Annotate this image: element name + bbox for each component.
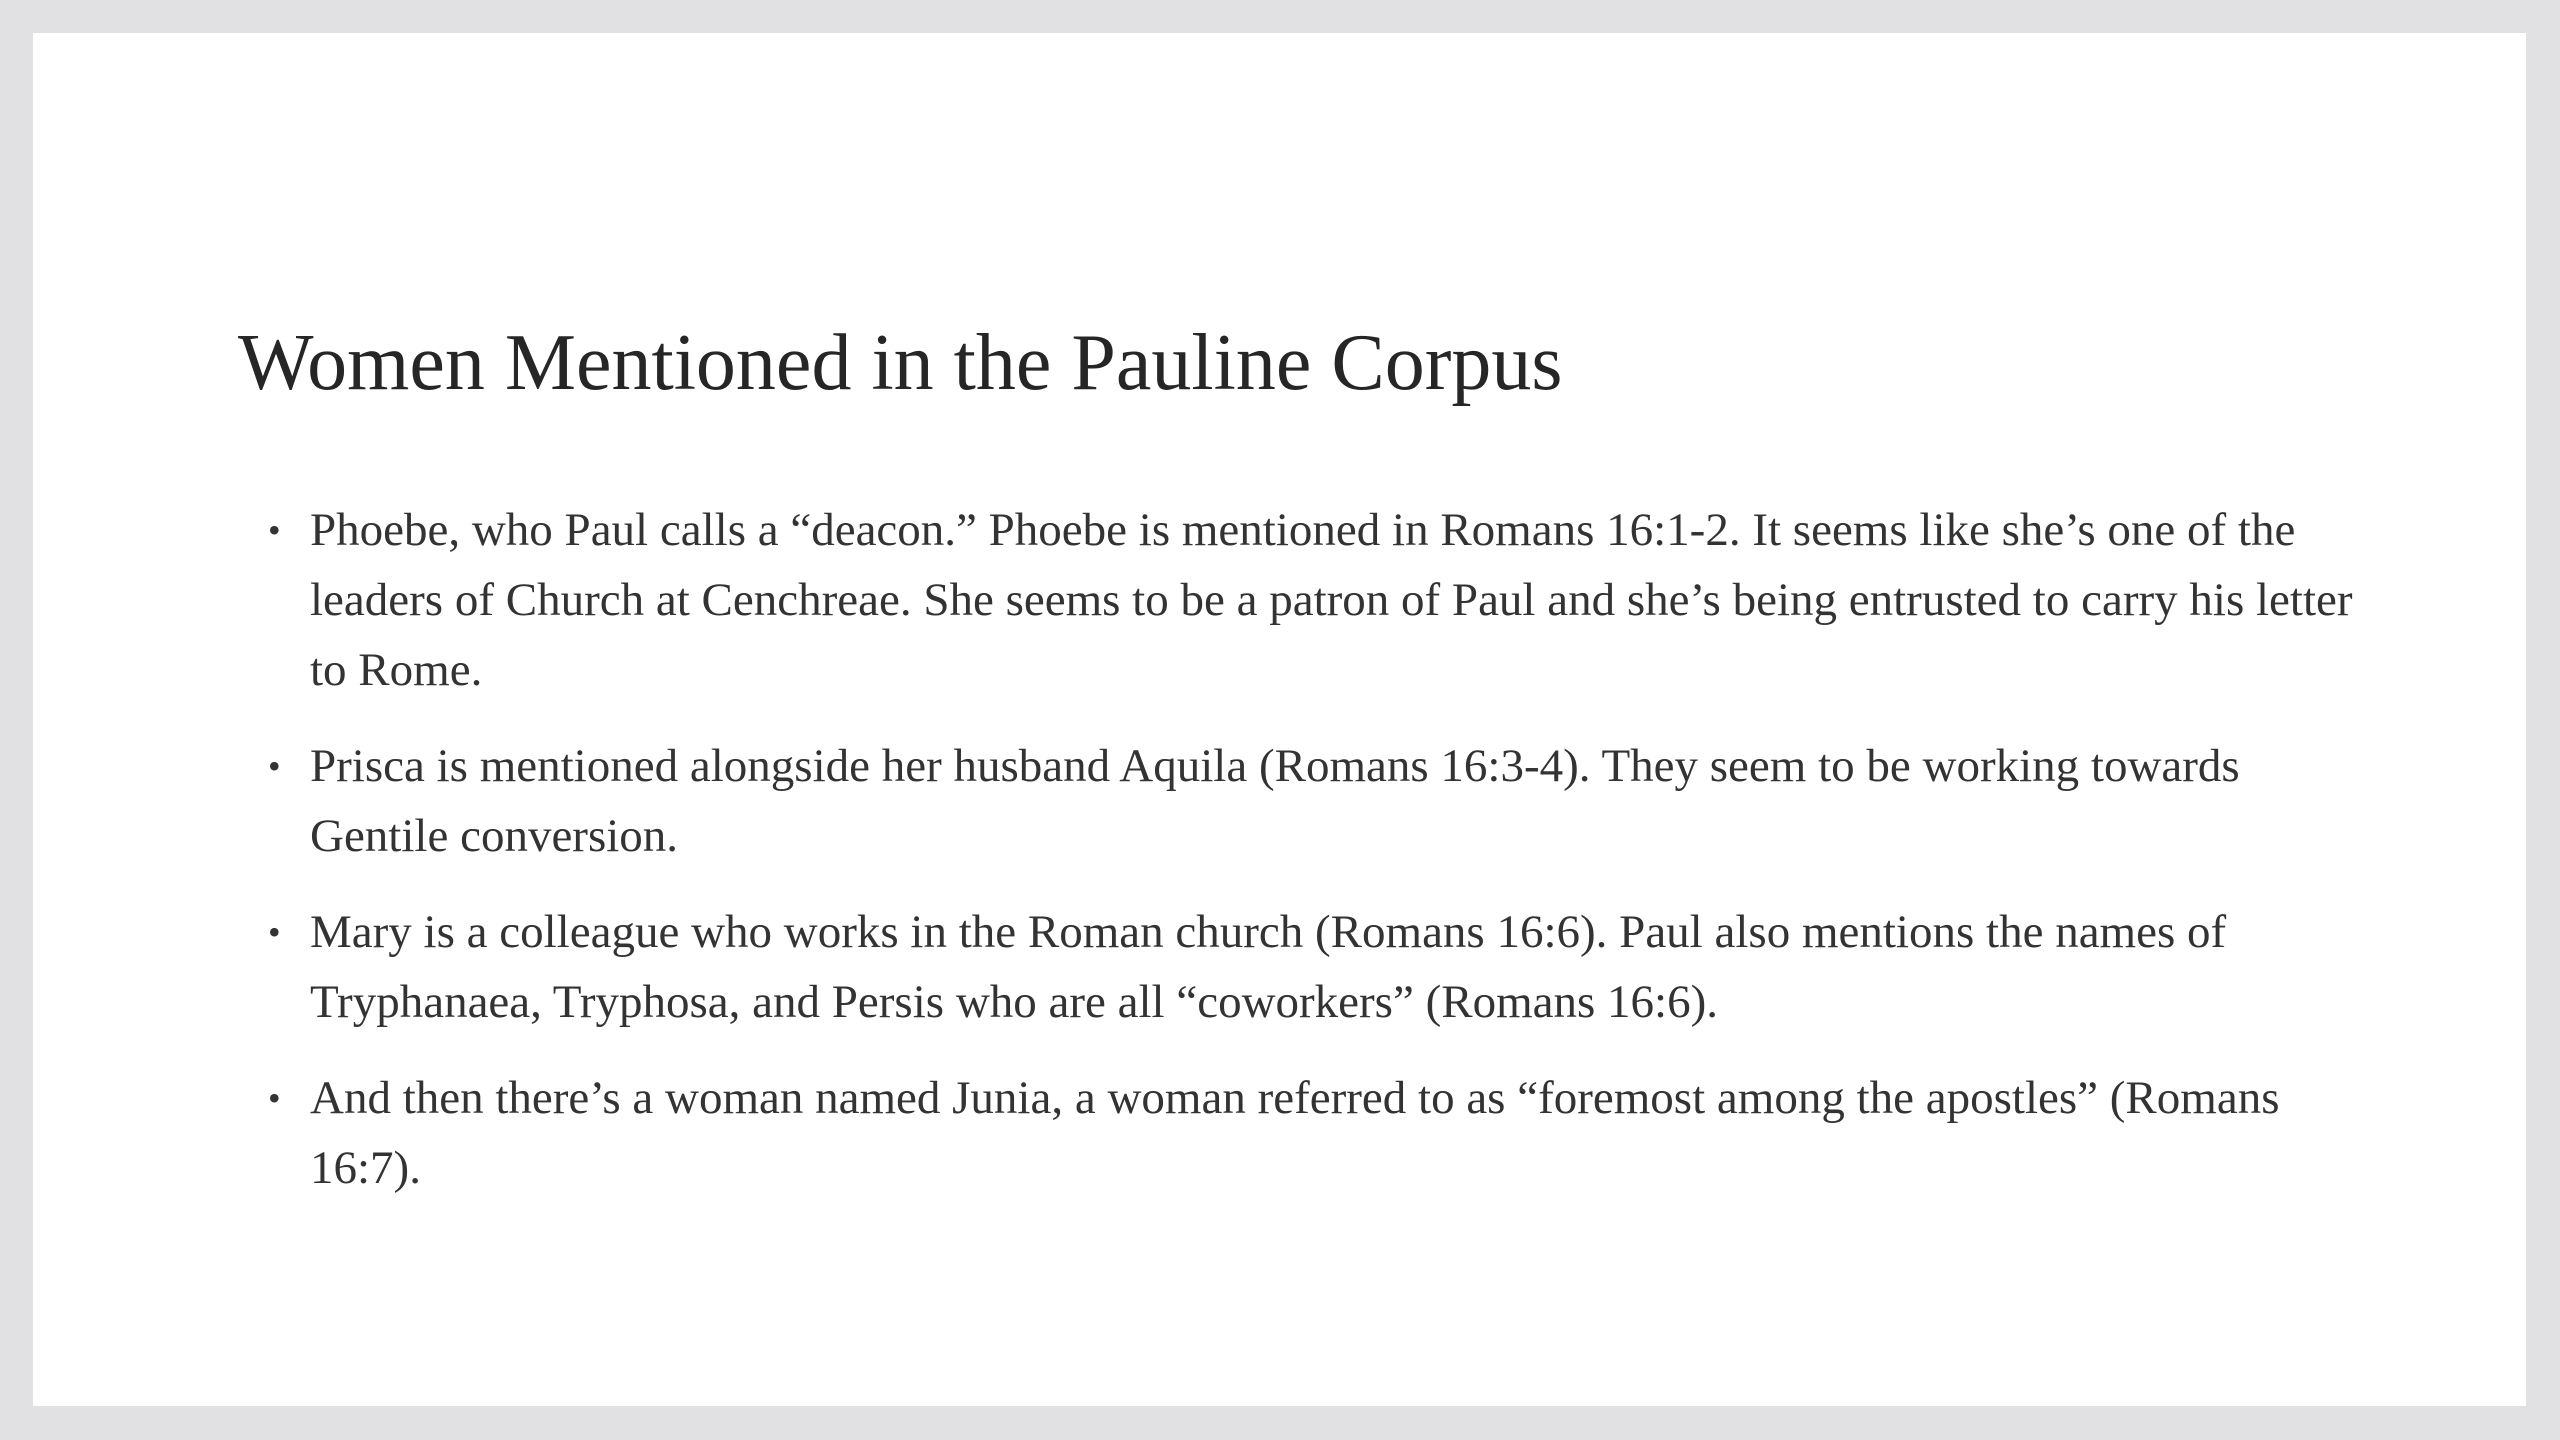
bullet-text: Prisca is mentioned alongside her husband Aquila (Romans 16:3-4). They seem to be working towards Gentile conversion. [310,740,2240,862]
bullet-icon: • [268,912,281,952]
bullet-icon: • [268,746,281,786]
bullet-item [238,1063,2358,1203]
bullet-item [238,897,2358,1037]
bullet-text: Mary is a colleague who works in the Roman church (Romans 16:6). Paul also mentions the names of Tryphanaea, Tryphosa, and Persis who are all “coworkers” (Romans 16:6). [310,906,2227,1028]
bullet-list [238,495,2358,1229]
bullet-text: Phoebe, who Paul calls a “deacon.” Phoebe is mentioned in Romans 16:1-2. It seems like she’s one of the leaders of Church at Cenchreae. She seems to be a patron of Paul and she’s being entrusted to carry his letter to Rome. [310,504,2353,696]
bullet-item [238,731,2358,871]
slide-title: Women Mentioned in the Pauline Corpus [238,319,1563,407]
bullet-item [238,495,2358,705]
slide-canvas [33,33,2526,1406]
bullet-text: And then there’s a woman named Junia, a woman referred to as “foremost among the apostles” (Romans 16:7). [310,1072,2280,1194]
bullet-icon: • [268,510,281,550]
bullet-icon: • [268,1078,281,1118]
